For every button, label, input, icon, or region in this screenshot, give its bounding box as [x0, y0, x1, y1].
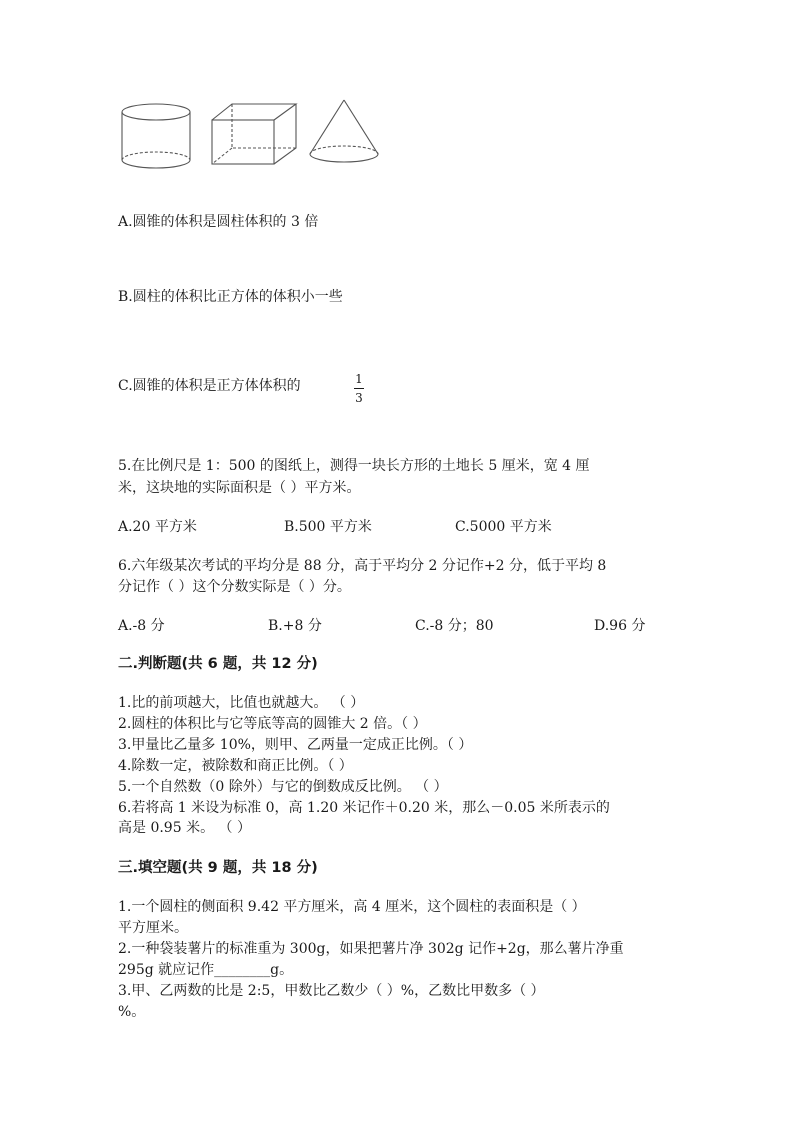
section2-item-2: 2.圆柱的体积比与它等底等高的圆锥大 2 倍。（ ） [118, 716, 427, 732]
section2-item-4: 4.除数一定，被除数和商正比例。（ ） [118, 758, 353, 774]
cone-figure [310, 100, 378, 162]
section3-item-1-line1: 1.一个圆柱的侧面积 9.42 平方厘米，高 4 厘米，这个圆柱的表面积是（ ） [118, 899, 586, 915]
q6-stem-line2: 分记作（ ）这个分数实际是（ ）分。 [118, 579, 351, 595]
q6-option-c: C.-8 分；80 [415, 618, 494, 634]
cylinder-figure [122, 104, 190, 168]
section2-item-5: 5.一个自然数（0 除外）与它的倒数成反比例。 （ ） [118, 779, 448, 795]
section3-item-2-line2: 295g 就应记作________g。 [118, 962, 294, 978]
cube-figure [212, 104, 296, 164]
solid-figures-illustration [118, 96, 388, 176]
q6-stem-line1: 6.六年级某次考试的平均分是 88 分，高于平均分 2 分记作+2 分，低于平均 8 [118, 558, 607, 574]
q5-option-c: C.5000 平方米 [455, 519, 552, 535]
section3-item-1-line2: 平方厘米。 [118, 920, 188, 936]
q4-option-c-fraction [354, 372, 364, 406]
q5-option-b: B.500 平方米 [284, 519, 372, 535]
section3-item-3-line1: 3.甲、乙两数的比是 2:5，甲数比乙数少（ ）%，乙数比甲数多（ ） [118, 983, 545, 999]
section2-item-6-line2: 高是 0.95 米。 （ ） [118, 820, 251, 836]
section3-title: 三.填空题(共 9 题，共 18 分) [118, 860, 318, 876]
section2-item-3: 3.甲量比乙量多 10%，则甲、乙两量一定成正比例。（ ） [118, 737, 473, 753]
section3-item-3-line2: %。 [118, 1004, 146, 1020]
fraction-denominator: 3 [355, 391, 363, 406]
q5-stem-line1: 5.在比例尺是 1：500 的图纸上，测得一块长方形的土地长 5 厘米，宽 4 厘 [118, 458, 590, 474]
q6-option-d: D.96 分 [594, 618, 646, 634]
q6-option-b: B.+8 分 [268, 618, 322, 634]
q4-option-a: A.圆锥的体积是圆柱体积的 3 倍 [118, 214, 319, 230]
fraction-numerator: 1 [355, 372, 363, 386]
fraction-bar [354, 388, 364, 389]
q6-option-a: A.-8 分 [118, 618, 165, 634]
q5-option-a: A.20 平方米 [118, 519, 197, 535]
section3-item-2-line1: 2.一种袋装薯片的标准重为 300g，如果把薯片净 302g 记作+2g，那么薯片净重 [118, 941, 624, 957]
q4-option-c: C.圆锥的体积是正方体体积的 [118, 378, 301, 394]
section2-title: 二.判断题(共 6 题，共 12 分) [118, 656, 318, 672]
q4-option-b: B.圆柱的体积比正方体的体积小一些 [118, 289, 343, 305]
q5-stem-line2: 米，这块地的实际面积是（ ）平方米。 [118, 480, 361, 496]
section2-item-6-line1: 6.若将高 1 米设为标准 0，高 1.20 米记作＋0.20 米，那么－0.05 米所表示的 [118, 800, 610, 816]
section2-item-1: 1.比的前项越大，比值也就越大。 （ ） [118, 695, 365, 711]
